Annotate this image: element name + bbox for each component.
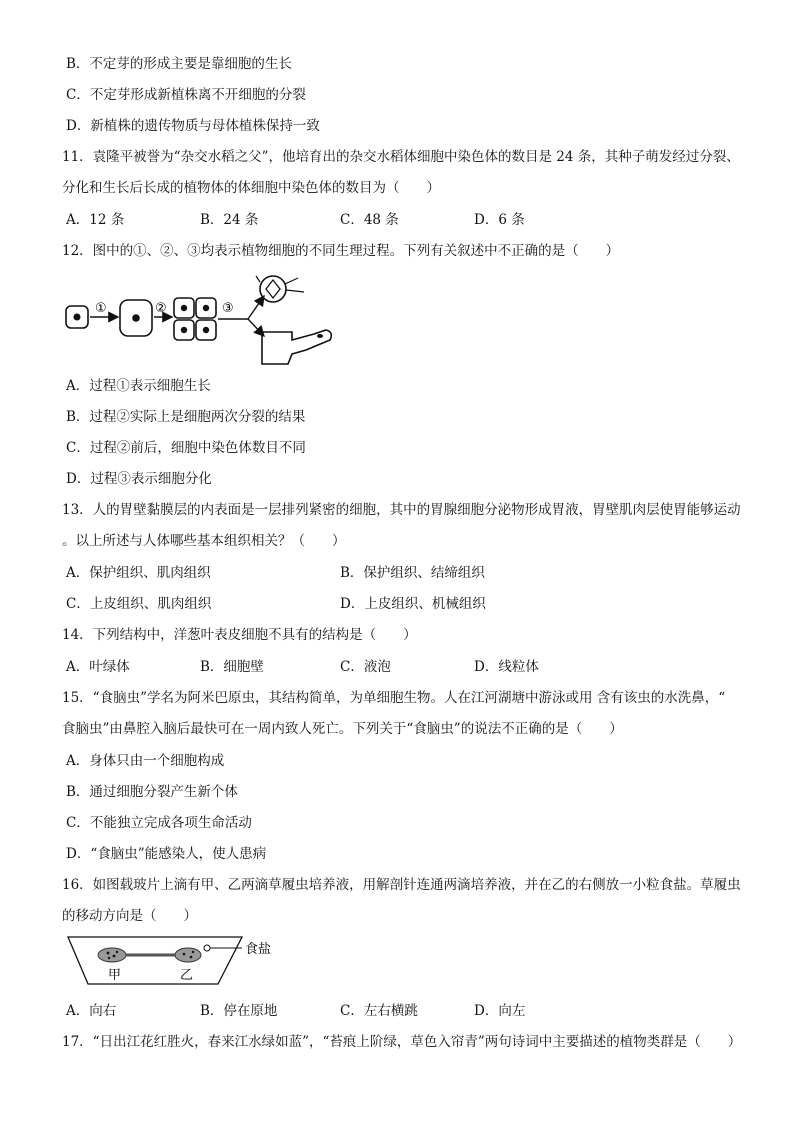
q15-option-d: D．“食脑虫”能感染人，使人患病 [66,846,267,862]
q14-option-b: B．细胞壁 [200,659,264,675]
q12-cell-process-figure [60,274,360,368]
q12-stem: 12．图中的①、②、③均表示植物细胞的不同生理过程。下列有关叙述中不正确的是（ ） [62,243,620,259]
q12-option-c: C．过程②前后，细胞中染色体数目不同 [66,440,306,456]
q17-stem: 17．“日出江花红胜火，春来江水绿如蓝”，“苔痕上阶绿，草色入帘青”两句诗词中主要描述的植物类群是（ ） [62,1034,742,1050]
q14-option-c: C．液泡 [340,659,391,675]
q16-stem-line2: 的移动方向是（ ） [62,908,197,924]
q16-option-d: D．向左 [474,1003,526,1019]
q16-option-b: B．停在原地 [200,1003,278,1019]
drop-yi [175,948,201,962]
process-1-label: ① [95,301,107,316]
q16-option-a: A．向右 [66,1003,117,1019]
q13-option-d: D．上皮组织、机械组织 [340,596,486,612]
q14-option-a: A．叶绿体 [66,659,130,675]
four-cells [174,298,216,340]
q11-stem-line2: 分化和生长后长成的植物体的体细胞中染色体的数目为（ ） [62,180,440,196]
q12-option-d: D．过程③表示细胞分化 [66,471,212,487]
q11-option-b: B．24 条 [200,212,259,228]
q15-option-a: A．身体只由一个细胞构成 [66,753,225,769]
label-jia: 甲 [108,968,122,983]
q12-option-a: A．过程①表示细胞生长 [66,378,211,394]
differentiated-elongated-cell [262,330,331,364]
process-3-label: ③ [222,301,234,316]
q16-stem-line1: 16．如图载玻片上滴有甲、乙两滴草履虫培养液，用解剖针连通两滴培养液，并在乙的右侧放一小粒食盐。草履虫 [62,877,741,893]
q10-option-b: B．不定芽的形成主要是靠细胞的生长 [66,56,292,72]
q16-option-c: C．左右横跳 [340,1003,418,1019]
process-2-label: ② [155,301,167,316]
label-salt: 食盐 [245,942,272,957]
q13-stem-line1: 13．人的胃壁黏膜层的内表面是一层排列紧密的细胞，其中的胃腺细胞分泌物形成胃液，胃壁肌肉层使胃能够运动 [62,502,741,518]
q11-option-a: A．12 条 [66,212,125,228]
q13-option-c: C．上皮组织、肌肉组织 [66,596,212,612]
q10-option-c: C．不定芽形成新植株离不开细胞的分裂 [66,87,306,103]
glass-slide [68,937,242,984]
q11-option-d: D．6 条 [474,212,525,228]
q15-option-b: B．通过细胞分裂产生新个体 [66,784,238,800]
q16-slide-figure [64,934,286,988]
q15-stem-line2: 食脑虫”由鼻腔入脑后最快可在一周内致人死亡。下列关于“食脑虫”的说法不正确的是（ ） [62,721,623,737]
drop-jia [98,948,126,962]
differentiated-round-cell [256,276,304,302]
q12-option-b: B．过程②实际上是细胞两次分裂的结果 [66,409,306,425]
q15-option-c: C．不能独立完成各项生命活动 [66,815,252,831]
q13-option-a: A．保护组织、肌肉组织 [66,565,211,581]
q13-option-b: B．保护组织、结缔组织 [340,565,485,581]
label-yi: 乙 [180,968,194,983]
salt-grain [204,945,210,951]
q15-stem-line1: 15．“食脑虫”学名为阿米巴原虫，其结构简单，为单细胞生物。人在江河湖塘中游泳或用 含有该虫的水洗鼻，“ [62,690,726,706]
q14-stem: 14．下列结构中，洋葱叶表皮细胞不具有的结构是（ ） [62,627,417,643]
q14-option-d: D．线粒体 [474,659,539,675]
q10-option-d: D．新植株的遗传物质与母体植株保持一致 [66,118,320,134]
q11-option-c: C．48 条 [340,212,399,228]
q13-stem-line2: 。以上所述与人体哪些基本组织相关？（ ） [62,533,346,549]
q11-stem-line1: 11．袁隆平被誉为“杂交水稻之父”，他培育出的杂交水稻体细胞中染色体的数目是 24 条，其种子萌发经过分裂、 [62,149,740,165]
